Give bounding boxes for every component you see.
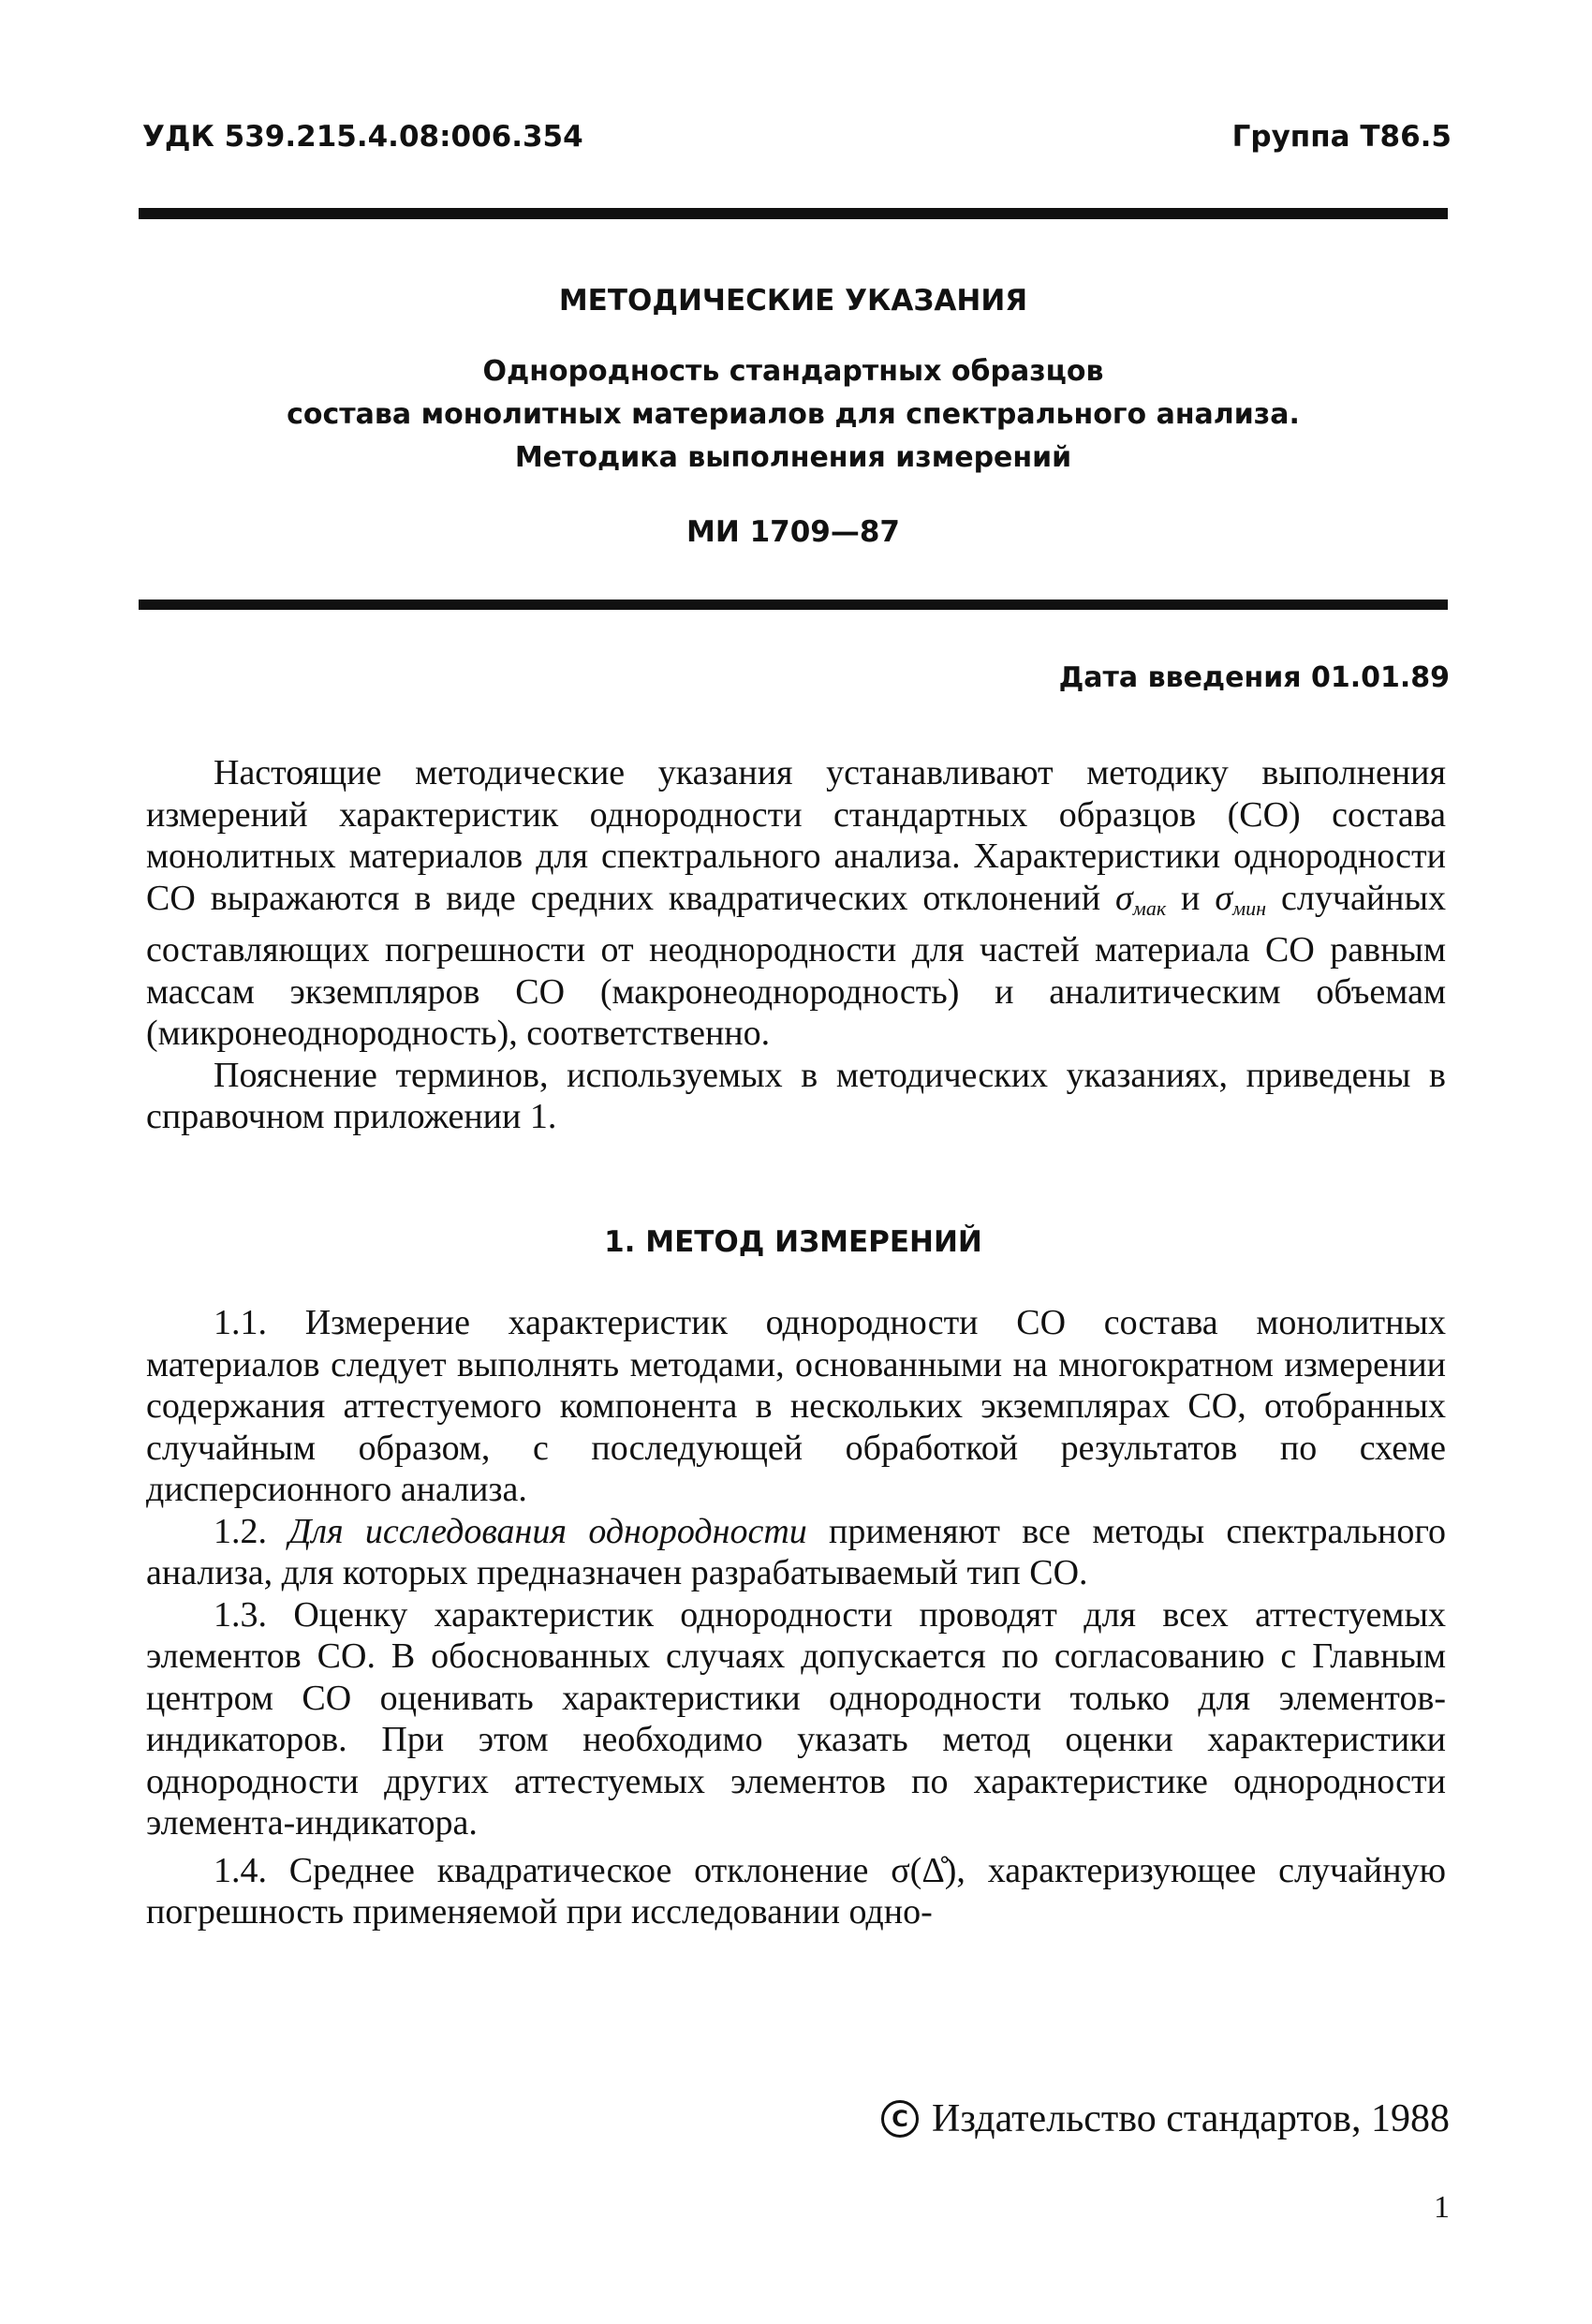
publisher-name: Издательство стандартов, 1988: [932, 2097, 1450, 2140]
section-1-text: [146, 1302, 1446, 1933]
paragraph-1-1: 1.1. Измерение характеристик однородности СО состава монолитных материалов следует выполнять методами, основанными на многократном измерении содержания аттестуемого компонента в нескольких экземплярах СО, отобранных случайным образом, с последующей обработкой результатов по схеме дисперсионного анализа.: [146, 1303, 1446, 1509]
introduction-date: Дата введения 01.01.89: [1058, 661, 1450, 694]
paragraph-1-4: [146, 1850, 1446, 1933]
sigma-symbol: σ: [1215, 878, 1233, 918]
paragraph-1-3: 1.3. Оценку характеристик однородности проводят для всех аттестуемых элементов СО. В обоснованных случаях допускается по согласованию с Главным центром СО оценивать характеристики однородности только для элементов-индикаторов. При этом необходимо указать метод оценки характеристики однородности других аттестуемых элементов по характеристике однородности элемента-индикатора.: [146, 1594, 1446, 1843]
intro-conjunction: и: [1166, 878, 1216, 918]
paragraph-1-2-rest: применяют все методы спектрального анализа, для которых предназначен разрабатываемый тип СО.: [146, 1511, 1446, 1592]
copyright-icon: С: [881, 2100, 919, 2138]
section-1-heading: 1. МЕТОД ИЗМЕРЕНИЙ: [604, 1225, 982, 1259]
intro-paragraph-1: [146, 752, 1446, 1055]
group-code: Группа Т86.5: [1231, 120, 1452, 154]
bottom-rule: [139, 600, 1448, 610]
intro-paragraph-2: Пояснение терминов, используемых в методических указаниях, приведены в справочном приложении 1.: [146, 1055, 1446, 1136]
intro-text-part2: случайных составляющих погрешности от неоднородности для частей материала СО равным массам экземпляров СО (макронеоднородность) и аналитическим объемам (микронеоднородность), соответственно.: [146, 878, 1447, 1053]
paragraph-1-4-part1: 1.4. Среднее квадратическое отклонение: [214, 1850, 892, 1890]
subtitle-line-3: Методика выполнения измерений: [514, 441, 1072, 474]
copyright-line: [881, 2096, 1450, 2141]
sigma-delta-symbol: σ(Δ̊): [891, 1850, 957, 1890]
subtitle-line-2: состава монолитных материалов для спектрального анализа.: [287, 398, 1300, 431]
paragraph-1-2-italic: Для исследования однородности: [288, 1511, 807, 1551]
document-subtitle: [139, 350, 1448, 480]
subtitle-line-1: Однородность стандартных образцов: [482, 355, 1104, 388]
document-type-title: МЕТОДИЧЕСКИЕ УКАЗАНИЯ: [558, 284, 1028, 318]
paragraph-1-2-number: 1.2.: [214, 1511, 289, 1551]
introduction-text: [146, 752, 1446, 1138]
sigma-subscript-min: мин: [1232, 896, 1267, 920]
top-rule: [139, 208, 1448, 219]
sigma-subscript-mak: мак: [1132, 896, 1167, 920]
udc-code: УДК 539.215.4.08:006.354: [142, 120, 583, 154]
document-code: МИ 1709—87: [685, 515, 900, 549]
page-number: 1: [1434, 2190, 1450, 2225]
sigma-symbol: σ: [1115, 878, 1133, 918]
paragraph-1-2: [146, 1511, 1446, 1594]
paragraph-1-4-part2: , характеризующее случайную погрешность применяемой при исследовании одно-: [146, 1850, 1446, 1932]
intro-text-part1: Настоящие методические указания устанавливают методику выполнения измерений характеристик однородности стандартных образцов (СО) состава монолитных материалов для спектрального анализа. Характеристики однородности СО выражаются в виде средних квадратических отклонений: [146, 753, 1446, 918]
